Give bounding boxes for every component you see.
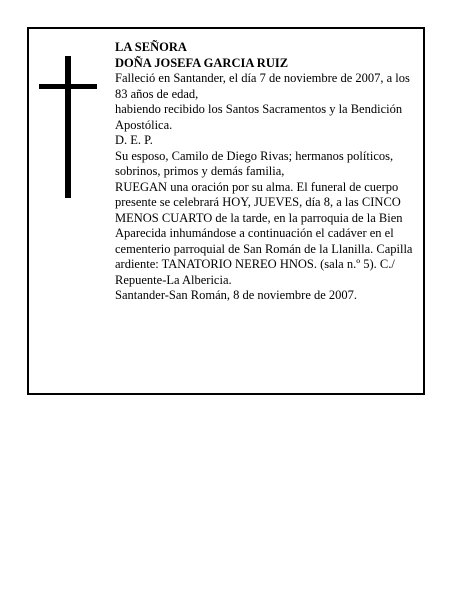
- death-details: Falleció en Santander, el día 7 de noviembre de 2007, a los 83 años de edad,: [115, 71, 410, 101]
- family-line: Su esposo, Camilo de Diego Rivas; hermanos políticos, sobrinos, primos y demás familia,: [115, 148, 394, 178]
- sacraments-line: habiendo recibido los Santos Sacramentos y la Bendición Apostólica.: [115, 102, 403, 132]
- place-date-line: Santander-San Román, 8 de noviembre de 2007.: [115, 288, 358, 302]
- cross-horizontal-bar: [39, 84, 97, 89]
- obituary-notice: [27, 27, 425, 395]
- cross-vertical-bar: [65, 56, 71, 198]
- cross-icon: [39, 56, 97, 198]
- rip-line: D. E. P.: [115, 133, 153, 147]
- notice-text: [115, 40, 420, 304]
- funeral-details: RUEGAN una oración por su alma. El funeral de cuerpo presente se celebrará HOY, JUEVES, día 8, a las CINCO MENOS CUARTO de la tarde, en la parroquia de la Bien Aparecida inhumándose a continuación el cadáver en el cementerio parroquial de San Román de la Llanilla. Capilla ardiente: TANATORIO NEREO HNOS. (sala n.º 5). C./ Repuente-La Albericia.: [115, 179, 413, 287]
- notice-title: LA SEÑORA: [115, 40, 187, 54]
- deceased-name: DOÑA JOSEFA GARCIA RUIZ: [115, 55, 289, 70]
